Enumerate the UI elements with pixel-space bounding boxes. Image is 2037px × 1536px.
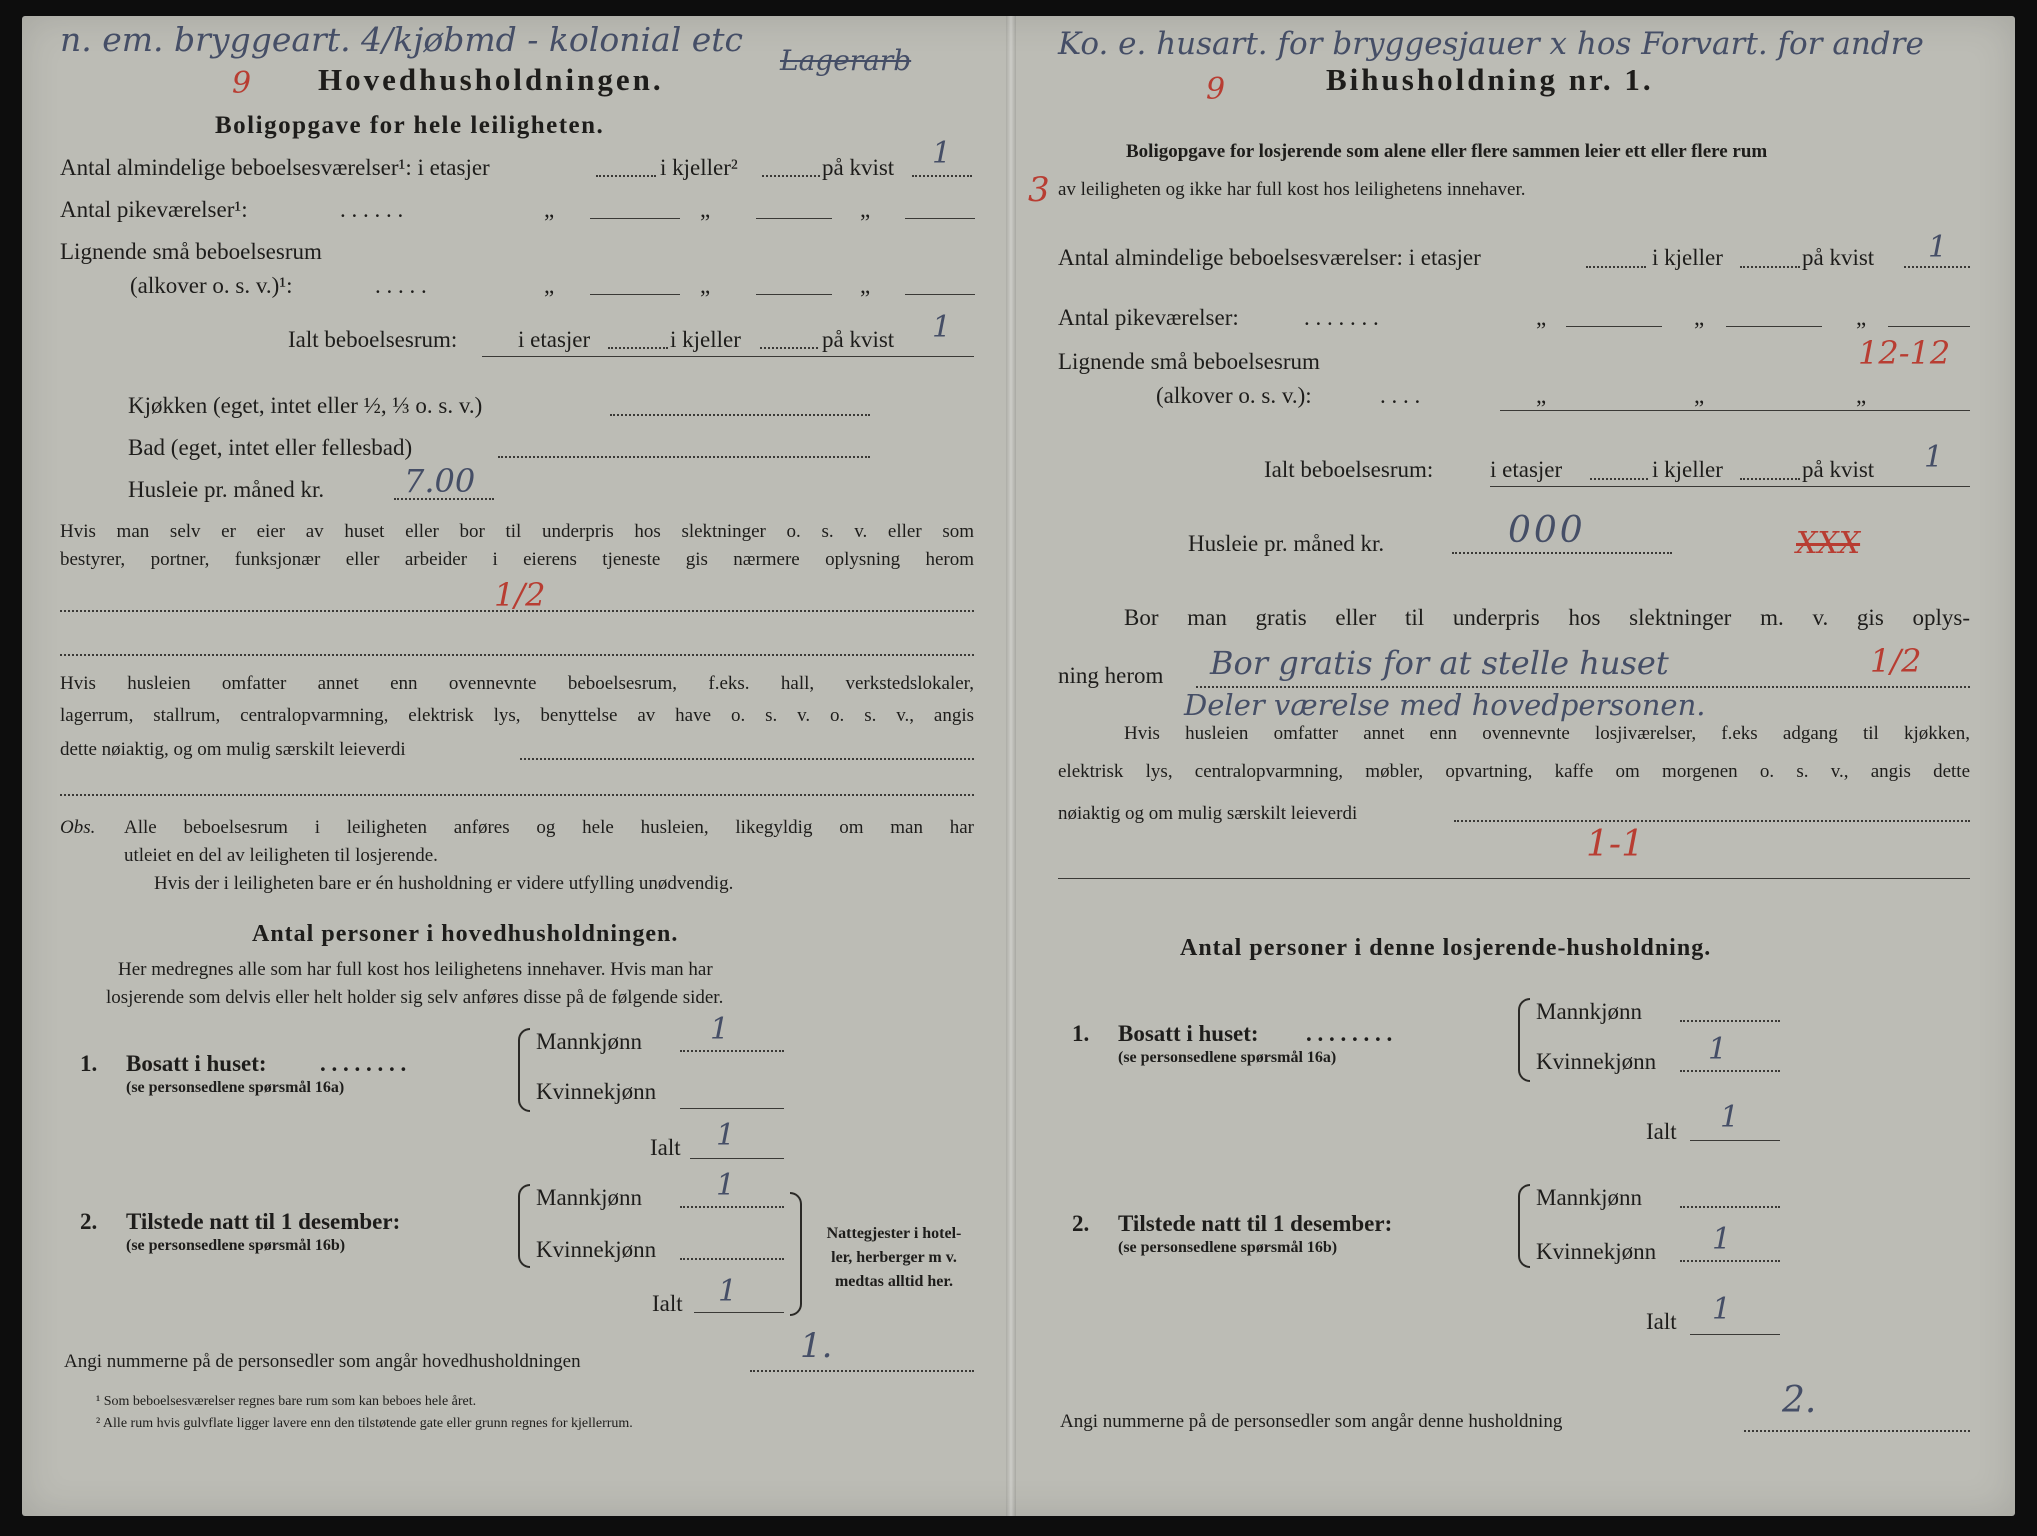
left-angi-field[interactable]	[750, 1370, 974, 1372]
left-kjokken-field[interactable]	[610, 414, 870, 416]
left-row2-label: Antal pikeværelser¹:	[60, 197, 248, 222]
left-row3-label1: Lignende små beboelsesrum	[60, 239, 322, 264]
right-row1-etasjer-field[interactable]	[1586, 266, 1646, 268]
right-red-mark: 9	[1206, 72, 1226, 107]
left-ialt-kvist-value: 1	[932, 310, 952, 345]
right-row3-quote1: „	[1536, 383, 1547, 408]
right-ialt-kvist-label: på kvist	[1802, 457, 1875, 482]
right-row1-kvist-label: på kvist	[1802, 245, 1875, 270]
right-ialt-kjeller-field[interactable]	[1740, 478, 1800, 480]
right-husleie-label: Husleie pr. måned kr.	[1188, 531, 1385, 556]
right-q2-ialt-field[interactable]	[1690, 1334, 1780, 1335]
right-q1-ialt-value: 1	[1720, 1100, 1740, 1135]
right-q1-sub: (se personsedlene spørsmål 16a)	[1118, 1049, 1337, 1066]
right-q2-sub: (se personsedlene spørsmål 16b)	[1118, 1239, 1338, 1256]
right-q2-mann-label: Mannkjønn	[1536, 1185, 1643, 1210]
right-row1-label: Antal almindelige beboelsesværelser: i etasjer	[1058, 245, 1481, 270]
page-fold	[1006, 16, 1016, 1516]
right-q2-kvinne-value: 1	[1712, 1222, 1732, 1257]
left-q1-kvinne-label: Kvinnekjønn	[536, 1079, 657, 1104]
left-row1-kjeller-label: i kjeller²	[660, 155, 738, 180]
left-row3-label2: (alkover o. s. v.)¹:	[130, 273, 293, 298]
right-row1-kjeller-field[interactable]	[1740, 266, 1800, 268]
right-row3-dots: . . . .	[1380, 383, 1421, 408]
left-q1-ialt-field[interactable]	[690, 1158, 784, 1159]
left-row3-etasjer-field[interactable]	[590, 294, 680, 295]
left-handwritten-struck: Lagerarb	[780, 44, 912, 77]
right-ialt-etasjer-label: i etasjer	[1490, 457, 1563, 482]
left-ialt-underline	[482, 356, 974, 357]
right-row3-quote3: „	[1856, 383, 1867, 408]
left-row3-dots: . . . . .	[375, 273, 427, 298]
left-q2-brace	[518, 1184, 530, 1268]
left-red-mark: 9	[232, 66, 252, 101]
left-row2-quote3: „	[860, 197, 871, 222]
left-row1-kvist-value: 1	[932, 136, 952, 171]
right-row2-kjeller-field[interactable]	[1726, 326, 1822, 327]
left-angi-value: 1.	[800, 1326, 833, 1366]
right-q2-number: 2.	[1072, 1211, 1090, 1236]
left-row2-etasjer-field[interactable]	[590, 218, 680, 219]
right-q1-number: 1.	[1072, 1021, 1090, 1046]
right-husleie-value: 000	[1508, 510, 1586, 551]
left-husleie-value: 7.00	[404, 462, 476, 500]
right-gratis-value-2: Deler værelse med hovedpersonen.	[1184, 688, 1706, 722]
left-obs-text3: Hvis der i leiligheten bare er én husholdning er videre utfylling unødvendig.	[154, 873, 734, 894]
left-q1-dots: . . . . . . . .	[320, 1051, 407, 1076]
left-omfatter-text2: lagerrum, stallrum, centralopvarmning, elektrisk lys, benyttelse av have o. s. v. o. s. v., angis	[60, 705, 974, 726]
left-omfatter-text1: Hvis husleien omfatter annet enn ovennevnte beboelsesrum, f.eks. hall, verkstedslokaler,	[60, 673, 974, 694]
right-row2-quote3: „	[1856, 305, 1867, 330]
right-q1-brace	[1518, 998, 1530, 1082]
left-q2-right-brace	[790, 1192, 802, 1316]
right-omfatter-text2: elektrisk lys, centralopvarmning, møbler, opvartning, kaffe om morgenen o. s. v., angis dette	[1058, 761, 1970, 782]
right-q2-mann-field[interactable]	[1680, 1206, 1780, 1208]
left-q2-number: 2.	[80, 1209, 98, 1234]
right-row1-kvist-field[interactable]	[1904, 266, 1970, 268]
right-gratis-value: Bor gratis for at stelle huset	[1210, 644, 1669, 682]
left-ialt-kvist-label: på kvist	[822, 327, 895, 352]
left-row2-kjeller-field[interactable]	[756, 218, 832, 219]
right-intro-text2: av leiligheten og ikke har full kost hos leilighetens innehaver.	[1058, 179, 1526, 200]
left-angi-label: Angi nummerne på de personsedler som angår hovedhusholdningen	[64, 1351, 581, 1372]
right-husleie-field[interactable]	[1452, 552, 1672, 554]
right-row2-quote1: „	[1536, 305, 1547, 330]
right-omfatter-text3: nøiaktig og om mulig særskilt leieverdi	[1058, 803, 1358, 824]
right-q1-ialt-label: Ialt	[1646, 1119, 1677, 1144]
left-q1-ialt-label: Ialt	[650, 1135, 681, 1160]
right-ialt-kjeller-label: i kjeller	[1652, 457, 1723, 482]
left-natt-note-1: Nattegjester i hotel-	[826, 1225, 962, 1242]
left-row1-kvist-field[interactable]	[912, 175, 972, 177]
left-q2-ialt-label: Ialt	[652, 1291, 683, 1316]
right-row3-quote2: „	[1694, 383, 1705, 408]
left-persons-title: Antal personer i hovedhusholdningen.	[252, 921, 679, 947]
right-q1-kvinne-label: Kvinnekjønn	[1536, 1049, 1657, 1074]
right-intro-text1: Boligopgave for losjerende som alene eller flere sammen leier ett eller flere rum	[1126, 141, 1768, 162]
right-q2-ialt-label: Ialt	[1646, 1309, 1677, 1334]
right-q1-mann-field[interactable]	[1680, 1020, 1780, 1022]
left-eier-text2: bestyrer, portner, funksjonær eller arbeider i eierens tjeneste gis nærmere oplysning herom	[60, 549, 974, 570]
left-row1-kjeller-field[interactable]	[762, 175, 820, 177]
left-bad-field[interactable]	[498, 456, 870, 458]
left-row3-kvist-field[interactable]	[905, 294, 975, 295]
left-omfatter-text3: dette nøiaktig, og om mulig særskilt leieverdi	[60, 739, 406, 760]
left-row3-kjeller-field[interactable]	[756, 294, 832, 295]
left-q1-brace	[518, 1028, 530, 1112]
right-ialt-kvist-value: 1	[1924, 440, 1944, 475]
right-q1-dots: . . . . . . . .	[1306, 1021, 1393, 1046]
right-row2-label: Antal pikeværelser:	[1058, 305, 1239, 330]
left-ialt-etasjer-field[interactable]	[608, 347, 668, 349]
right-row2-dots: . . . . . . .	[1304, 305, 1379, 330]
right-omfatter-red-value: 1-1	[1586, 824, 1644, 865]
right-q2-kvinne-field[interactable]	[1680, 1260, 1780, 1262]
right-q2-brace	[1518, 1184, 1530, 1268]
left-omfatter-field-1[interactable]	[520, 758, 974, 760]
left-omfatter-field-2[interactable]	[60, 794, 974, 796]
left-bad-label: Bad (eget, intet eller fellesbad)	[128, 435, 413, 460]
right-ialt-etasjer-field[interactable]	[1590, 478, 1648, 480]
right-q1-kvinne-value: 1	[1708, 1032, 1728, 1067]
left-row3-quote2: „	[700, 273, 711, 298]
right-angi-label: Angi nummerne på de personsedler som angår denne husholdning	[1060, 1411, 1563, 1432]
right-omfatter-field-1[interactable]	[1454, 820, 1970, 822]
left-row2-quote2: „	[700, 197, 711, 222]
right-row3-field[interactable]	[1500, 410, 1970, 411]
left-obs-text1: Alle beboelsesrum i leiligheten anføres og hele husleien, likegyldig om man har	[124, 817, 974, 838]
left-row3-quote3: „	[860, 273, 871, 298]
left-row2-kvist-field[interactable]	[905, 218, 975, 219]
right-q1-kvinne-field[interactable]	[1680, 1070, 1780, 1072]
right-omfatter-text1: Hvis husleien omfatter annet enn ovennevnte losjiværelser, f.eks adgang til kjøkken,	[1124, 723, 1970, 744]
left-handwritten-occupation: n. em. bryggeart. 4/kjøbmd - kolonial etc	[60, 20, 744, 59]
left-eier-field-2[interactable]	[60, 654, 974, 656]
left-natt-note-2: ler, herberger m v.	[831, 1249, 957, 1266]
left-q1-mann-field[interactable]	[680, 1050, 784, 1052]
left-ialt-kjeller-label: i kjeller	[670, 327, 741, 352]
left-q2-mann-label: Mannkjønn	[536, 1185, 643, 1210]
right-angi-field[interactable]	[1744, 1430, 1970, 1432]
left-q2-ialt-value: 1	[718, 1274, 738, 1309]
right-handwritten-occupation: Ko. e. husart. for bryggesjauer x hos Forvart. for andre	[1058, 26, 1924, 62]
left-row2-quote1: „	[544, 197, 555, 222]
right-q2-kvinne-label: Kvinnekjønn	[1536, 1239, 1657, 1264]
left-row1-etasjer-field[interactable]	[596, 175, 656, 177]
left-footnote-2: ² Alle rum hvis gulvflate ligger lavere enn den tilstøtende gate eller grunn regnes for kjellerrum.	[96, 1416, 633, 1431]
left-ialt-kjeller-field[interactable]	[760, 347, 818, 349]
left-q2-sub: (se personsedlene spørsmål 16b)	[126, 1237, 346, 1254]
left-q1-label: Bosatt i huset:	[126, 1051, 267, 1076]
right-gratis-text1: Bor man gratis eller til underpris hos slektninger m. v. gis oplys-	[1124, 605, 1970, 630]
left-q2-label: Tilstede natt til 1 desember:	[126, 1209, 401, 1234]
left-q1-number: 1.	[80, 1051, 98, 1076]
left-q1-kvinne-field[interactable]	[680, 1108, 784, 1109]
left-footnote-1: ¹ Som beboelsesværelser regnes bare rum som kan beboes hele året.	[96, 1394, 477, 1409]
left-eier-text1: Hvis man selv er eier av huset eller bor til underpris hos slektninger o. s. v. eller som	[60, 521, 974, 542]
right-q1-label: Bosatt i huset:	[1118, 1021, 1259, 1046]
left-row3-quote1: „	[544, 273, 555, 298]
left-ialt-etasjer-label: i etasjer	[518, 327, 591, 352]
right-gratis-red-value: 1/2	[1870, 642, 1922, 680]
right-red-3: 3	[1028, 170, 1050, 210]
left-q2-mann-value: 1	[716, 1168, 736, 1203]
left-row1-label: Antal almindelige beboelsesværelser¹: i etasjer	[60, 155, 490, 180]
left-subtitle: Boligopgave for hele leiligheten.	[215, 112, 605, 139]
right-row1-kvist-value: 1	[1928, 230, 1948, 265]
left-natt-note-3: medtas alltid her.	[834, 1273, 954, 1290]
right-row3-red-value: 12-12	[1858, 334, 1951, 372]
left-q1-mann-label: Mannkjønn	[536, 1029, 643, 1054]
right-row2-kvist-field[interactable]	[1888, 326, 1970, 327]
right-ialt-label: Ialt beboelsesrum:	[1264, 457, 1434, 482]
left-page-title: Hovedhusholdningen.	[318, 62, 664, 97]
left-row2-dots: . . . . . .	[340, 197, 404, 222]
left-q2-ialt-field[interactable]	[694, 1312, 784, 1313]
right-omfatter-field-2[interactable]	[1058, 878, 1970, 879]
left-ialt-label: Ialt beboelsesrum:	[288, 327, 458, 352]
right-row3-label2: (alkover o. s. v.):	[1156, 383, 1312, 408]
left-obs-text2: utleiet en del av leiligheten til losjerende.	[124, 845, 438, 866]
right-husleie-red-struck: XXX	[1796, 526, 1861, 561]
right-row2-quote2: „	[1694, 305, 1705, 330]
left-persons-text1: Her medregnes alle som har full kost hos leilighetens innehaver. Hvis man har	[118, 959, 713, 980]
left-q1-sub: (se personsedlene spørsmål 16a)	[126, 1079, 345, 1096]
right-row2-etasjer-field[interactable]	[1566, 326, 1662, 327]
left-q1-mann-value: 1	[710, 1012, 730, 1047]
right-q1-mann-label: Mannkjønn	[1536, 999, 1643, 1024]
right-angi-value: 2.	[1782, 1380, 1817, 1421]
left-eier-field-1[interactable]	[60, 610, 974, 612]
left-q2-mann-field[interactable]	[680, 1206, 784, 1208]
right-page-title: Bihusholdning nr. 1.	[1326, 62, 1654, 97]
right-q2-ialt-value: 1	[1712, 1292, 1732, 1327]
left-eier-red-value: 1/2	[494, 576, 546, 614]
left-q2-kvinne-label: Kvinnekjønn	[536, 1237, 657, 1262]
left-row1-kvist-label: på kvist	[822, 155, 895, 180]
left-q1-ialt-value: 1	[716, 1118, 736, 1153]
right-ialt-underline	[1490, 486, 1970, 487]
right-row1-kjeller-label: i kjeller	[1652, 245, 1723, 270]
left-husleie-label: Husleie pr. måned kr.	[128, 477, 325, 502]
left-q2-kvinne-field[interactable]	[680, 1258, 784, 1260]
left-persons-text2: losjerende som delvis eller helt holder sig selv anføres disse på de følgende sider.	[106, 987, 724, 1008]
right-row3-label1: Lignende små beboelsesrum	[1058, 349, 1320, 374]
right-persons-title: Antal personer i denne losjerende-husholdning.	[1180, 935, 1712, 961]
left-kjokken-label: Kjøkken (eget, intet eller ½, ⅓ o. s. v.)	[128, 393, 483, 418]
left-obs-label: Obs.	[60, 817, 96, 838]
right-q1-ialt-field[interactable]	[1690, 1140, 1780, 1141]
right-q2-label: Tilstede natt til 1 desember:	[1118, 1211, 1393, 1236]
right-gratis-text2: ning herom	[1058, 663, 1164, 688]
